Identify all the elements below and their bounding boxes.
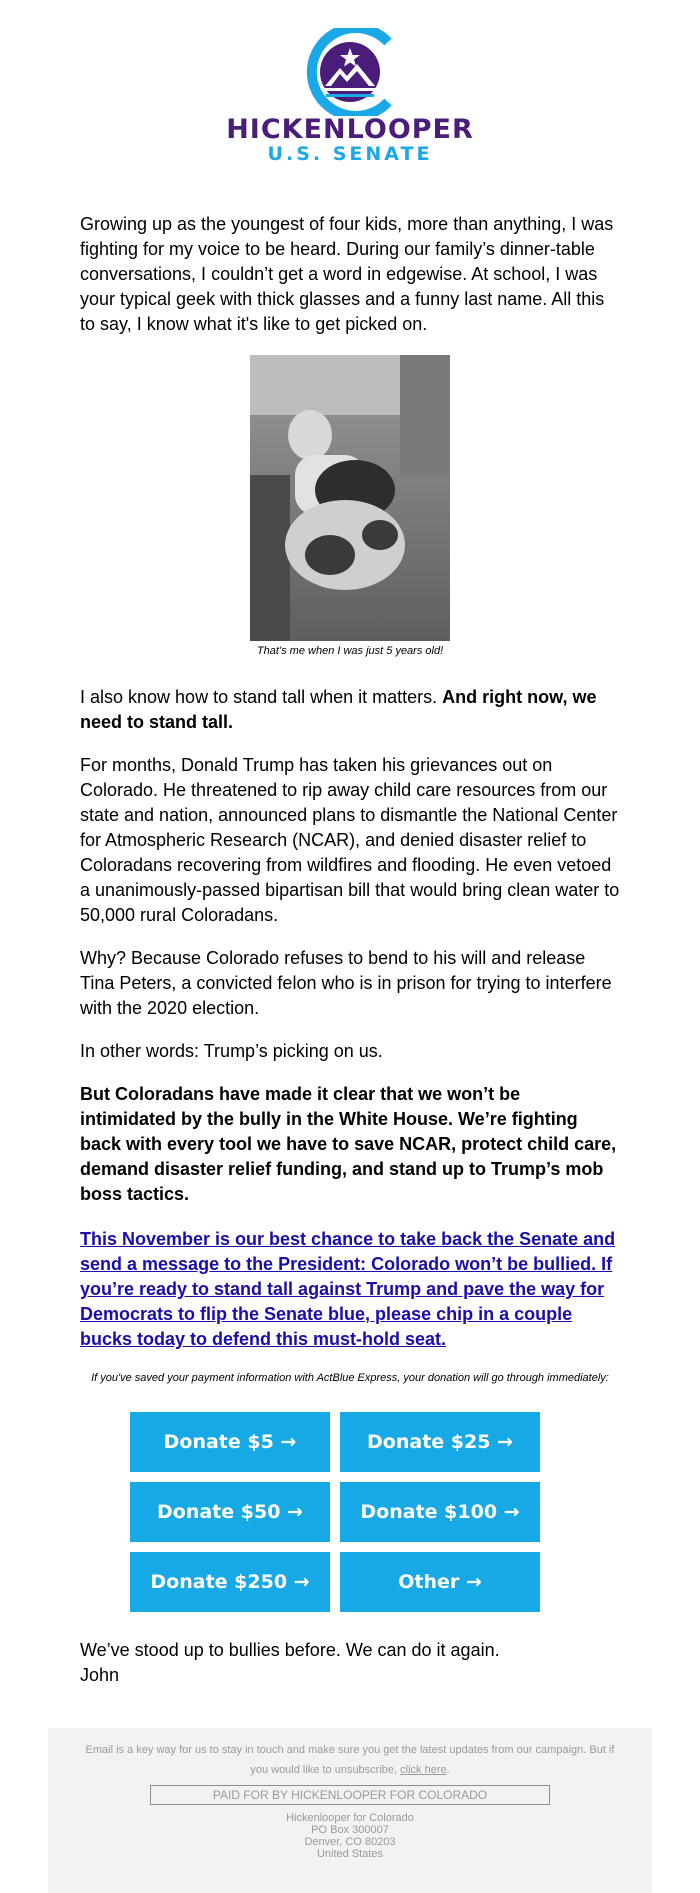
address-line-city: Denver, CO 80203 [304,1836,396,1848]
donate-100-button[interactable]: Donate $100 → [340,1482,540,1542]
donate-25-button[interactable]: Donate $25 → [340,1412,540,1472]
actblue-note: If you've saved your payment information with ActBlue Express, your donation will go through immediately: [91,1372,609,1384]
intro-paragraph: Growing up as the youngest of four kids, more than anything, I was fighting for my voice to be heard. During our family’s dinner-table conversations, I couldn’t get a word in edgewise. At school, I was your typical geek with thick glasses and a funny last name. All this to say, I know what it's like to get picked on. [80,214,614,334]
logo-name: HICKENLOOPER [226,114,474,145]
photo-boy-with-dog-icon [250,355,450,641]
address-line-org: Hickenlooper for Colorado [286,1812,414,1824]
address-line-pobox: PO Box 300007 [311,1824,389,1836]
paid-for-disclaimer: PAID FOR BY HICKENLOOPER FOR COLORADO [150,1785,550,1805]
campaign-logo [0,28,700,116]
donate-250-button[interactable]: Donate $250 → [130,1552,330,1612]
signature: John [80,1665,120,1685]
logo-subtitle: U.S. SENATE [267,143,433,165]
childhood-photo [250,355,450,641]
why-paragraph: Why? Because Colorado refuses to bend to his will and release Tina Peters, a convicted felon who is in prison for trying to interfere with the 2020 election. [80,948,612,1018]
footer-message: Email is a key way for us to stay in touch and make sure you get the latest updates from our campaign. But if you would like to unsubscribe, [85,1744,615,1776]
footer [48,1728,652,1893]
photo-caption: That’s me when I was just 5 years old! [256,645,444,657]
coloradans-paragraph: But Coloradans have made it clear that we won’t be intimidated by the bully in the White House. We’re fighting back with every tool we have to save NCAR, protect child care, demand disaster relief funding, and stand up to Trump’s mob boss tactics. [80,1084,617,1204]
donate-other-button[interactable]: Other → [340,1552,540,1612]
footer-text [78,1740,622,1780]
address-line-country: United States [316,1848,384,1860]
stand-tall-paragraph [80,685,620,735]
footer-period: . [446,1764,450,1776]
donate-50-button[interactable]: Donate $50 → [130,1482,330,1542]
stand-tall-text: I also know how to stand tall when it matters. [80,687,443,707]
unsubscribe-link[interactable]: click here [400,1764,447,1776]
other-words-paragraph: In other words: Trump’s picking on us. [80,1041,383,1061]
mailing-address [48,1812,652,1860]
closing-line: We’ve stood up to bullies before. We can do it again. [80,1640,500,1660]
trump-grievances-paragraph: For months, Donald Trump has taken his grievances out on Colorado. He threatened to rip away child care resources from our state and nation, announced plans to dismantle the National Center for Atmospheric Research (NCAR), and denied disaster relief to Coloradans recovering from wildfires and flooding. He even vetoed a unanimously-passed bipartisan bill that would bring clean water to 50,000 rural Coloradans. [80,755,620,925]
cta-donate-link[interactable]: This November is our best chance to take back the Senate and send a message to the President: Colorado won’t be bullied. If you’re ready to stand tall against Trump and pave the way for Democrats to flip the Senate blue, please chip in a couple bucks today to defend this must-hold seat. [80,1229,616,1349]
cta-paragraph [80,1227,620,1352]
stand-tall-bold-text: And right now, we need to stand tall. [80,687,597,732]
logo-emblem-icon [295,28,405,116]
donate-5-button[interactable]: Donate $5 → [130,1412,330,1472]
